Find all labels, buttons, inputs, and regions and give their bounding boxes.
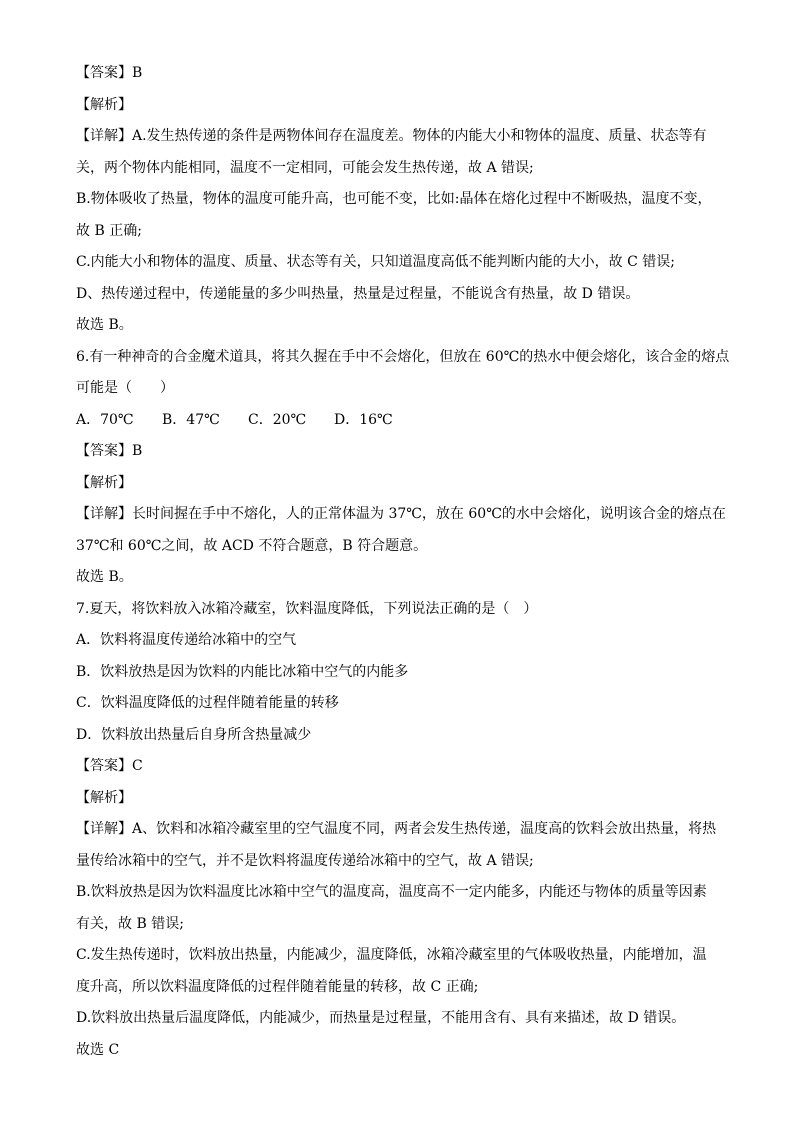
text-line: 【详解】A、饮料和冰箱冷藏室里的空气温度不同，两者会发生热传递，温度高的饮料会放出热量，将热: [76, 821, 717, 837]
text-line: 【详解】A.发生热传递的条件是两物体间存在温度差。物体的内能大小和物体的温度、质量、状态等有: [76, 128, 707, 144]
text-line: D.饮料放出热量后温度降低，内能减少，而热量是过程量，不能用含有、具有来描述，故 D 错误。: [76, 1010, 686, 1026]
text-line: D、热传递过程中，传递能量的多少叫热量，热量是过程量，不能说含有热量，故 D 错误。: [76, 285, 640, 302]
option-c: C．20℃: [248, 411, 307, 428]
text-line: 故 B 正确;: [76, 222, 142, 239]
option-d: D．16℃: [334, 411, 393, 428]
option-b: B．饮料放热是因为饮料的内能比冰箱中空气的内能多: [76, 663, 409, 680]
text-line: C.发生热传递时，饮料放出热量，内能减少，温度降低，冰箱冷藏室里的气体吸收热量，内能增加，温: [76, 947, 707, 963]
answer-label: 【答案】C: [76, 758, 143, 774]
question-7-stem: 7.夏天，将饮料放入冰箱冷藏室，饮料温度降低，下列说法正确的是（ ）: [76, 600, 538, 617]
option-d: D．饮料放出热量后自身所含热量减少: [76, 726, 312, 743]
text-line: 度升高，所以饮料温度降低的过程伴随着能量的转移，故 C 正确;: [76, 978, 479, 995]
text-line: 【答案】B: [76, 65, 143, 81]
text-line: 【解析】: [76, 96, 132, 113]
analysis-label: 【解析】: [76, 474, 132, 491]
option-a: A．70℃: [76, 411, 134, 428]
text-line: 故选 B。: [76, 317, 133, 333]
analysis-label: 【解析】: [76, 789, 132, 806]
document-page: [76, 58, 730, 1066]
text-line: 故选 B。: [76, 569, 133, 585]
text-line: 故选 C: [76, 1041, 120, 1058]
text-line: 37℃和 60℃之间，故 ACD 不符合题意，B 符合题意。: [76, 537, 428, 554]
option-c: C．饮料温度降低的过程伴随着能量的转移: [76, 695, 339, 711]
text-line: B.饮料放热是因为饮料温度比冰箱中空气的温度高，温度高不一定内能多，内能还与物体的质量等因素: [76, 884, 707, 900]
option-a: A．饮料将温度传递给冰箱中的空气: [76, 632, 297, 648]
text-line: C.内能大小和物体的温度、质量、状态等有关，只知道温度高低不能判断内能的大小，故 C 错误;: [76, 254, 675, 270]
text-line: 关，两个物体内能相同，温度不一定相同，可能会发生热传递，故 A 错误;: [76, 159, 534, 176]
text-line: 【详解】长时间握在手中不熔化，人的正常体温为 37℃，放在 60℃的水中会熔化，说明该合金的熔点在: [76, 506, 726, 522]
text-line: 有关，故 B 错误;: [76, 915, 184, 932]
text-line: B.物体吸收了热量，物体的温度可能升高，也可能不变，比如:晶体在熔化过程中不断吸热，温度不变，: [76, 191, 712, 207]
question-6-stem-cont: 可能是（ ）: [76, 380, 174, 396]
answer-label: 【答案】B: [76, 443, 143, 459]
question-6-options: [76, 405, 720, 437]
text-line: 量传给冰箱中的空气，并不是饮料将温度传递给冰箱中的空气，故 A 错误;: [76, 852, 534, 869]
option-b: B．47℃: [162, 411, 220, 428]
question-6-stem: 6.有一种神奇的合金魔术道具，将其久握在手中不会熔化，但放在 60℃的热水中便会熔化，该合金的熔点: [76, 348, 730, 365]
